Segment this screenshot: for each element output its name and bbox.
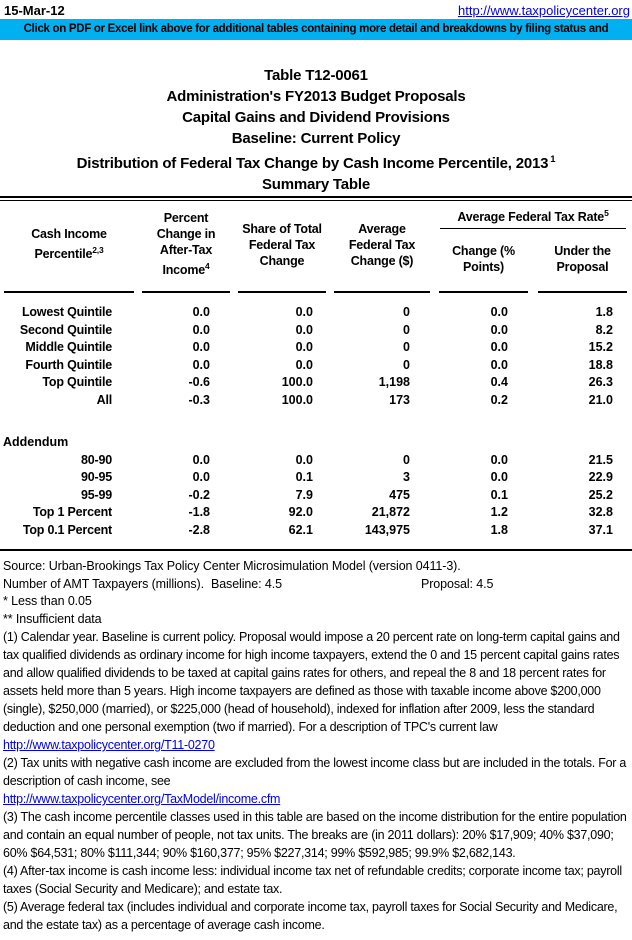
row-label: Second Quintile — [19, 322, 112, 337]
table-header — [0, 201, 632, 293]
table-cell: 0.1 — [490, 487, 508, 502]
table-cell: 0.0 — [490, 357, 508, 372]
table-cell: 0.0 — [295, 322, 313, 337]
table-cell: 3 — [403, 470, 410, 484]
footnote-2-link[interactable]: http://www.taxpolicycenter.org/TaxModel/income.cfm — [3, 792, 281, 806]
footnotes — [0, 558, 632, 940]
table-cell: 18.8 — [588, 357, 613, 372]
table-cell: 0.0 — [490, 322, 508, 337]
table-cell: 26.3 — [588, 375, 613, 389]
table-cell: 173 — [389, 392, 410, 407]
table-cell: 0 — [403, 305, 410, 319]
table-row — [0, 304, 632, 322]
title-baseline: Baseline: Current Policy — [231, 130, 401, 147]
table-cell: 62.1 — [288, 522, 313, 537]
date-label: 15-Mar-12 — [4, 3, 65, 18]
row-label: 95-99 — [81, 487, 112, 502]
footnote-ref-4: 4 — [205, 261, 210, 272]
table-cell: 0.2 — [490, 392, 508, 407]
group-header-average-federal-tax-rate: Average Federal Tax Rate$^5$ Change (% Points) Under the Proposal — [434, 201, 632, 293]
table-row — [0, 487, 632, 505]
table-cell: 37.1 — [588, 522, 613, 537]
table-cell: 0.0 — [490, 305, 508, 319]
col-header-change-pct-points: Change (% Points) — [439, 229, 528, 293]
table-row — [0, 322, 632, 340]
row-label: Middle Quintile — [25, 340, 112, 354]
header-body-gap — [0, 293, 632, 304]
footnote-1-link[interactable]: http://www.taxpolicycenter.org/T11-0270 — [3, 738, 215, 752]
table-cell: 0.0 — [192, 357, 210, 372]
table-cell: 475 — [389, 487, 410, 502]
table-cell: 0.0 — [192, 470, 210, 484]
table-cell: -0.2 — [188, 487, 210, 502]
footnote-4: (4) After-tax income is cash income less: individual income tax net of refundable credits; corporate income tax; payroll taxes (Social Security and Medicare); and estate tax. — [3, 864, 622, 896]
table-row — [0, 339, 632, 357]
amt-proposal-value: Proposal: 4.5 — [421, 576, 494, 591]
table-cell: 0 — [403, 322, 410, 337]
col-header-share-total-federal-tax-change: Share of Total Federal Tax Change — [234, 201, 330, 293]
amt-taxpayers-note — [3, 576, 630, 594]
row-label: 80-90 — [81, 452, 112, 467]
table-cell: 21.0 — [588, 392, 613, 407]
table-cell: 0 — [403, 340, 410, 354]
source-note: Source: Urban-Brookings Tax Policy Center Microsimulation Model (version 0411-3). — [3, 559, 461, 573]
footnote-5: (5) Average federal tax (includes individual and corporate income tax, payroll taxes for Social Security and Medicare, and the estate tax) as a percentage of average cash income. — [3, 900, 618, 932]
top-bar — [0, 0, 632, 19]
footnote-2: (2) Tax units with negative cash income are excluded from the lowest income class but are included in the totals. For a description of cash income, see — [3, 756, 627, 788]
table-cell: 0.0 — [490, 340, 508, 354]
row-label: Top Quintile — [42, 375, 112, 389]
table-cell: 100.0 — [281, 375, 313, 389]
table-row — [0, 357, 632, 375]
table-cell: 0 — [403, 357, 410, 372]
taxpolicycenter-link[interactable]: http://www.taxpolicycenter.org — [458, 3, 630, 18]
col-header-average-federal-tax-change: Average Federal Tax Change ($) — [330, 201, 434, 293]
table-cell: 25.2 — [588, 487, 613, 502]
row-label: Top 1 Percent — [32, 505, 112, 519]
insufficient-data-note: ** Insufficient data — [3, 611, 102, 626]
table-cell: 7.9 — [295, 487, 313, 502]
table-cell: 0.0 — [192, 322, 210, 337]
table-row — [0, 374, 632, 392]
table-cell: 0.0 — [192, 340, 210, 354]
table-row — [0, 452, 632, 470]
col-header-under-the-proposal: Under the Proposal — [538, 229, 627, 293]
section-gap — [0, 409, 632, 434]
footnote-3: (3) The cash income percentile classes used in this table are based on the income distribution for the entire population and contain an equal number of people, not tax units. The breaks are (in 2011 dollars): 20% $17,909; 40% $37,090; 60% $64,531; 80% $111,344; 90% $160,377; 95% $227,314; 99% $592,985; 99.9% $2,682,143. — [3, 810, 627, 860]
table-cell: 21.5 — [588, 452, 613, 467]
title-proposals: Administration's FY2013 Budget Proposals — [166, 88, 466, 105]
table-cell: 1,198 — [378, 375, 410, 389]
table-cell: 0.0 — [295, 357, 313, 372]
amt-label: Number of AMT Taxpayers (millions). — [3, 576, 204, 591]
title-provisions: Capital Gains and Dividend Provisions — [182, 109, 450, 126]
table-cell: 22.9 — [588, 470, 613, 484]
table-cell: 0.0 — [295, 305, 313, 319]
title-distribution-text: Distribution of Federal Tax Change by Cash Income Percentile, 2013 — [76, 155, 549, 172]
footnote-ref-5: 5 — [604, 208, 609, 218]
table-body — [0, 304, 632, 539]
row-label: 90-95 — [81, 470, 112, 484]
col-header-cash-income-percentile: Cash Income Percentile$^{2,3}$ — [0, 201, 138, 293]
table-cell: 1.8 — [490, 522, 508, 537]
footnote-ref-1: 1 — [550, 154, 556, 165]
table-cell: 0.0 — [192, 305, 210, 319]
table-row — [0, 522, 632, 540]
title-block — [0, 65, 632, 195]
table-cell: 0.0 — [192, 452, 210, 467]
table-cell: 143,975 — [364, 522, 410, 537]
table-cell: 21,872 — [371, 505, 410, 519]
table-cell: -1.8 — [188, 505, 210, 519]
title-summary-table: Summary Table — [262, 176, 370, 193]
amt-baseline-value: Baseline: 4.5 — [210, 576, 282, 591]
table-cell: -0.3 — [188, 392, 210, 407]
table-cell: -0.6 — [188, 375, 210, 389]
row-label: All — [96, 392, 112, 407]
table-cell: 1.8 — [595, 305, 613, 319]
col-header-percent-change-after-tax-income: Percent Change in After-Tax Income$^4$ — [138, 201, 234, 293]
data-table — [0, 196, 632, 551]
table-cell: 32.8 — [588, 505, 613, 519]
table-row — [0, 504, 632, 522]
table-cell: 0.0 — [295, 340, 313, 354]
row-label: Lowest Quintile — [21, 305, 112, 319]
table-cell: 0.4 — [490, 375, 508, 389]
table-cell: 0.0 — [295, 452, 313, 467]
table-cell: 15.2 — [588, 340, 613, 354]
table-cell: 0 — [403, 452, 410, 467]
row-label: Fourth Quintile — [25, 357, 112, 372]
less-than-note: * Less than 0.05 — [3, 594, 92, 608]
footnote-1: (1) Calendar year. Baseline is current policy. Proposal would impose a 20 percent rate on long-term capital gains and tax qualified dividends as ordinary income for high income taxpayers, extend the 0 and 15 percent capital gains rates and allow qualified dividends to be taxed at capital gains rates for others, and repeal the 8 and 18 percent rates for assets held more than 5 years. High income taxpayers are defined as those with taxable income above $200,000 (single), $250,000 (married), or $225,000 (head of household), indexed for inflation after 2009, less the standard deduction and one personal exemption (two if married). For a description of TPC's current law — [3, 630, 620, 734]
table-cell: 0.0 — [490, 452, 508, 467]
table-row — [0, 392, 632, 410]
notice-banner: Click on PDF or Excel link above for additional tables containing more detail and breakdowns by filing status and — [0, 19, 632, 40]
table-row — [0, 469, 632, 487]
table-cell: 92.0 — [288, 505, 313, 519]
table-cell: 100.0 — [281, 392, 313, 407]
table-cell: 8.2 — [595, 322, 613, 337]
table-cell: 0.1 — [295, 470, 313, 484]
table-cell: 1.2 — [490, 505, 508, 519]
addendum-label: Addendum — [3, 435, 69, 449]
table-bottom-rule — [0, 549, 632, 551]
title-distribution — [0, 149, 632, 174]
table-number: Table T12-0061 — [264, 67, 368, 84]
table-cell: 0.0 — [490, 470, 508, 484]
row-label: Top 0.1 Percent — [22, 522, 112, 537]
table-cell: -2.8 — [188, 522, 210, 537]
footnote-ref-2-3: 2,3 — [92, 245, 104, 256]
